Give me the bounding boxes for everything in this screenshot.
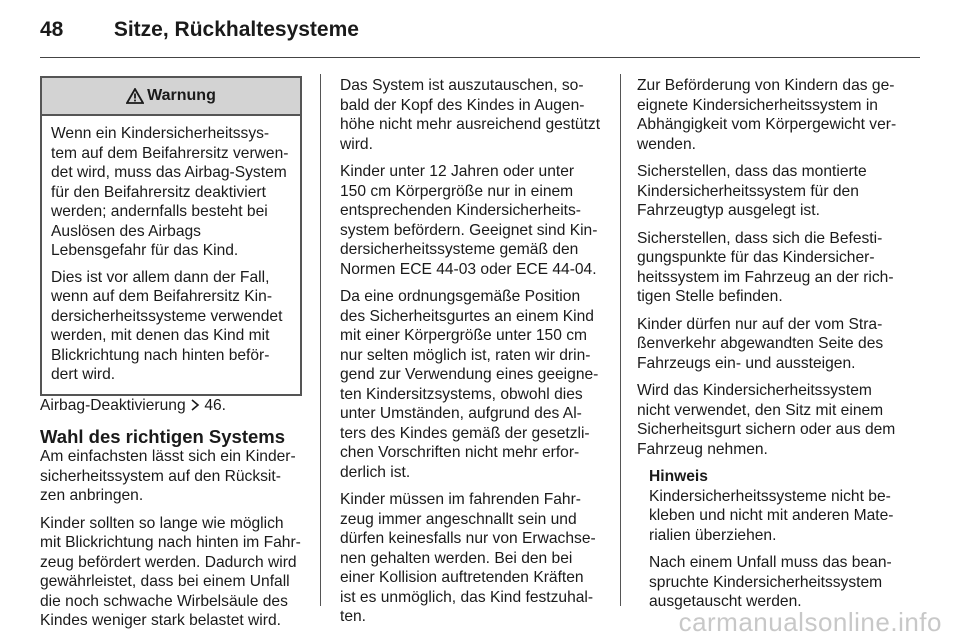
hint-title: Hinweis — [649, 468, 708, 485]
hint-paragraph: Kindersicherheitssysteme nicht be- kleben und nicht mit anderen Mate- rialien überziehen. — [649, 487, 894, 544]
column-divider-2 — [620, 74, 621, 606]
airbag-reference-page: 46. — [204, 396, 226, 414]
warning-title: Warnung — [147, 87, 216, 105]
section-title: Wahl des richtigen Systems — [40, 426, 286, 447]
body-paragraph: Das System ist auszutauschen, so- bald der Kopf des Kindes in Augen- höhe nicht mehr ausreichend gestützt wird. — [340, 77, 601, 153]
warning-icon — [126, 88, 144, 104]
body-paragraph: Kinder dürfen nur auf der vom Stra- ßenverkehr abgewandten Seite des Fahrzeugs ein- und aussteigen. — [637, 315, 884, 372]
column-2 — [340, 76, 606, 635]
airbag-reference — [40, 396, 302, 416]
body-paragraph: Am einfachsten lässt sich ein Kinder- sicherheitssystem auf den Rücksit- zen anbringen. — [40, 448, 296, 504]
body-paragraph: Zur Beförderung von Kindern das ge- eignete Kindersicherheitssystem in Abhängigkeit vom Körpergewicht ver- wenden. — [637, 77, 897, 153]
hint-block — [637, 467, 903, 612]
body-paragraph: Da eine ordnungsgemäße Position des Sicherheitsgurtes an einem Kind mit einer Körpergröße unter 150 cm nur selten möglich ist, raten wir drin- gend zur Verwendung eines geeigne- ten Kindersitzsystems, obwohl dies unter Umständen, aufgrund des Al- ters des Kindes gemäß der gesetzli- chen Vorschriften nicht mehr erfor- derlich ist. — [340, 288, 599, 481]
page-reference-icon — [190, 399, 200, 411]
column-divider-1 — [320, 74, 321, 606]
header-rule — [40, 57, 920, 58]
body-paragraph: Wird das Kindersicherheitssystem nicht verwendet, den Sitz mit einem Sicherheitsgurt sichern oder aus dem Fahrzeug nehmen. — [637, 382, 896, 458]
warning-box — [40, 76, 302, 396]
page-number: 48 — [40, 18, 64, 41]
warning-header — [42, 78, 300, 116]
body-paragraph: Kinder müssen im fahrenden Fahr- zeug immer angeschnallt sein und dürfen keinesfalls nur von Erwachse- nen gehalten werden. Bei den bei einer Kollision auftretenden Kräften ist es unmöglich, das Kind festzuhal- ten. — [340, 491, 596, 625]
body-paragraph: Kinder sollten so lange wie möglich mit Blickrichtung nach hinten im Fahr- zeug befördert werden. Dadurch wird gewährleistet, dass bei einem Unfall die noch schwache Wirbelsäule des Kindes weniger stark belastet wird. — [40, 514, 301, 629]
warning-paragraph: Dies ist vor allem dann der Fall, wenn auf dem Beifahrersitz Kin- dersicherheitssysteme verwendet werden, mit denen das Kind mit Blickrichtung nach hinten beför- dert wird. — [51, 268, 283, 383]
body-paragraph: Sicherstellen, dass sich die Befesti- gungspunkte für das Kindersicher- heitssystem im Fahrzeug an der rich- tigen Stelle befinden. — [637, 229, 894, 305]
warning-body — [42, 116, 300, 394]
body-paragraph: Sicherstellen, dass das montierte Kindersicherheitssystem für den Fahrzeugtyp ausgelegt ist. — [637, 163, 867, 219]
warning-paragraph: Wenn ein Kindersicherheitssys- tem auf dem Beifahrersitz verwen- det wird, muss das Airbag-System für den Beifahrersitz deaktiviert werden; andernfalls besteht bei Auslösen des Airbags Lebensgefahr für das Kind. — [51, 125, 289, 259]
column-3 — [637, 76, 903, 620]
watermark: carmanualsonline.info — [678, 607, 942, 637]
column-1 — [40, 76, 302, 639]
page-header — [40, 18, 359, 42]
hint-paragraph: Nach einem Unfall muss das bean- spruchte Kindersicherheitssystem ausgetauscht werden. — [649, 554, 892, 610]
airbag-reference-text: Airbag-Deaktivierung — [40, 396, 186, 414]
body-paragraph: Kinder unter 12 Jahren oder unter 150 cm Körpergröße nur in einem entsprechenden Kindersicherheits- system befördern. Geeignet sind Kin- dersicherheitssysteme gemäß den Normen ECE 44-03 oder ECE 44-04. — [340, 163, 598, 278]
page-title: Sitze, Rückhaltesysteme — [113, 18, 359, 41]
